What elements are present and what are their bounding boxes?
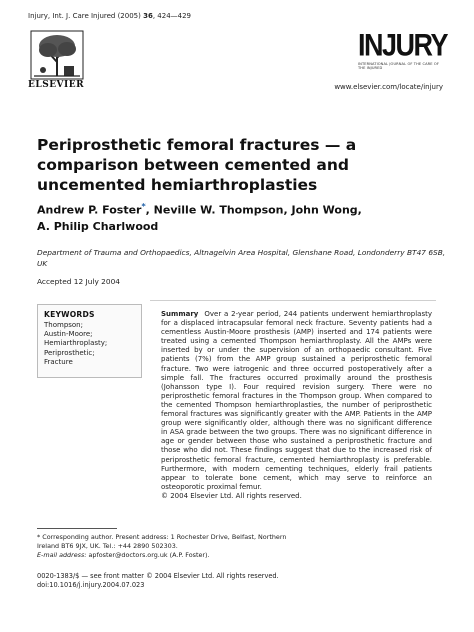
author-affiliation: Department of Trauma and Orthopaedics, Altnagelvin Area Hospital, Glenshane Road, Londonderry BT47 6SB, UK: [37, 248, 446, 268]
footnote-divider: [37, 528, 117, 529]
publisher-name: ELSEVIER: [28, 80, 85, 90]
abstract-text: Over a 2-year period, 244 patients underwent hemiarthroplasty for a displaced intracapsular femoral neck fracture. Seventy patients had a cementless Austin-Moore prosthesis (AMP) inserted and 174 patients were treated using a cemented Thompson hemiarthroplasty. All the AMPs were inserted by or under the supervision of an orthopaedic consultant. Five patients (7%) from the AMP group sustained a periprosthetic femoral fracture. Two were iatrogenic and three occurred postoperatively after a simple fall. The fractures occurred proximally around the prosthesis (Johansson type I). Four required revision surgery. There were no periprosthetic femoral fractures in the Thompson group. When compared to the cemented Thompson hemiarthroplasties, the number of periprosthetic femoral fractures was significantly greater with the AMP. Patients in the AMP group were significantly older, although there was no significant difference in ASA grade between the two groups. There was no significant difference in age or gender between those who sustained a periprosthetic fracture and those who did not. These findings suggest that due to the increased risk of periprosthetic femoral fracture, cemented hemiarthroplasty is preferable. Furthermore, with modern cementing techniques, elderly frail patients appear to tolerate bone cement, which may serve to reinforce an osteoporotic proximal femur.: [161, 310, 432, 491]
abstract: [161, 310, 432, 501]
journal-tagline: INTERNATIONAL JOURNAL OF THE CARE OF THE INJURED: [358, 62, 439, 70]
citation-pages: , 424—429: [152, 12, 192, 20]
keywords-list: [44, 321, 107, 367]
keyword-item: Hemiarthroplasty;: [44, 339, 108, 348]
abstract-copyright: © 2004 Elsevier Ltd. All rights reserved.: [161, 491, 302, 500]
issn-block: [37, 572, 279, 590]
citation-volume: 36: [143, 12, 153, 20]
author-first[interactable]: Andrew P. Foster: [37, 203, 142, 217]
journal-logo-text: INJURY: [358, 27, 448, 63]
abstract-label: Summary: [161, 310, 199, 318]
corresponding-author-note: * Corresponding author. Present address: 1 Rochester Drive, Belfast, Northern Ireland BT6 9JX, UK. Tel.: +44 2890 502303.: [37, 533, 287, 550]
keywords-heading: KEYWORDS: [44, 310, 95, 319]
abstract-divider: [150, 300, 436, 301]
keyword-item: Fracture: [44, 357, 73, 366]
issn-line: 0020-1383/$ — see front matter © 2004 Elsevier Ltd. All rights reserved.: [37, 572, 279, 580]
keyword-item: Thompson;: [44, 321, 83, 329]
accepted-date: Accepted 12 July 2004: [37, 277, 120, 286]
email-note: [37, 551, 297, 560]
corresponding-author-marker[interactable]: *: [141, 202, 146, 211]
author-others: , Neville W. Thompson, John Wong,: [145, 203, 362, 217]
author-list: [37, 199, 437, 235]
email-label: E-mail address:: [37, 551, 87, 559]
journal-url-link[interactable]: www.elsevier.com/locate/injury: [334, 83, 443, 91]
keyword-item: Periprosthetic;: [44, 348, 95, 357]
author-last: A. Philip Charlwood: [37, 219, 159, 233]
doi-link[interactable]: doi:10.1016/j.injury.2004.07.023: [37, 581, 145, 589]
journal-logo: [358, 27, 448, 70]
email-link[interactable]: apfoster@doctors.org.uk (A.P. Foster).: [86, 551, 210, 559]
keyword-item: Austin-Moore;: [44, 330, 93, 339]
footnote: [37, 533, 297, 560]
elsevier-tree-logo-icon: [28, 28, 86, 82]
citation-journal: Injury, Int. J. Care Injured (2005): [28, 12, 144, 20]
article-title: Periprosthetic femoral fractures — a comparison between cemented and uncemented hemiarthroplasties: [37, 136, 357, 194]
journal-citation: [28, 12, 191, 20]
